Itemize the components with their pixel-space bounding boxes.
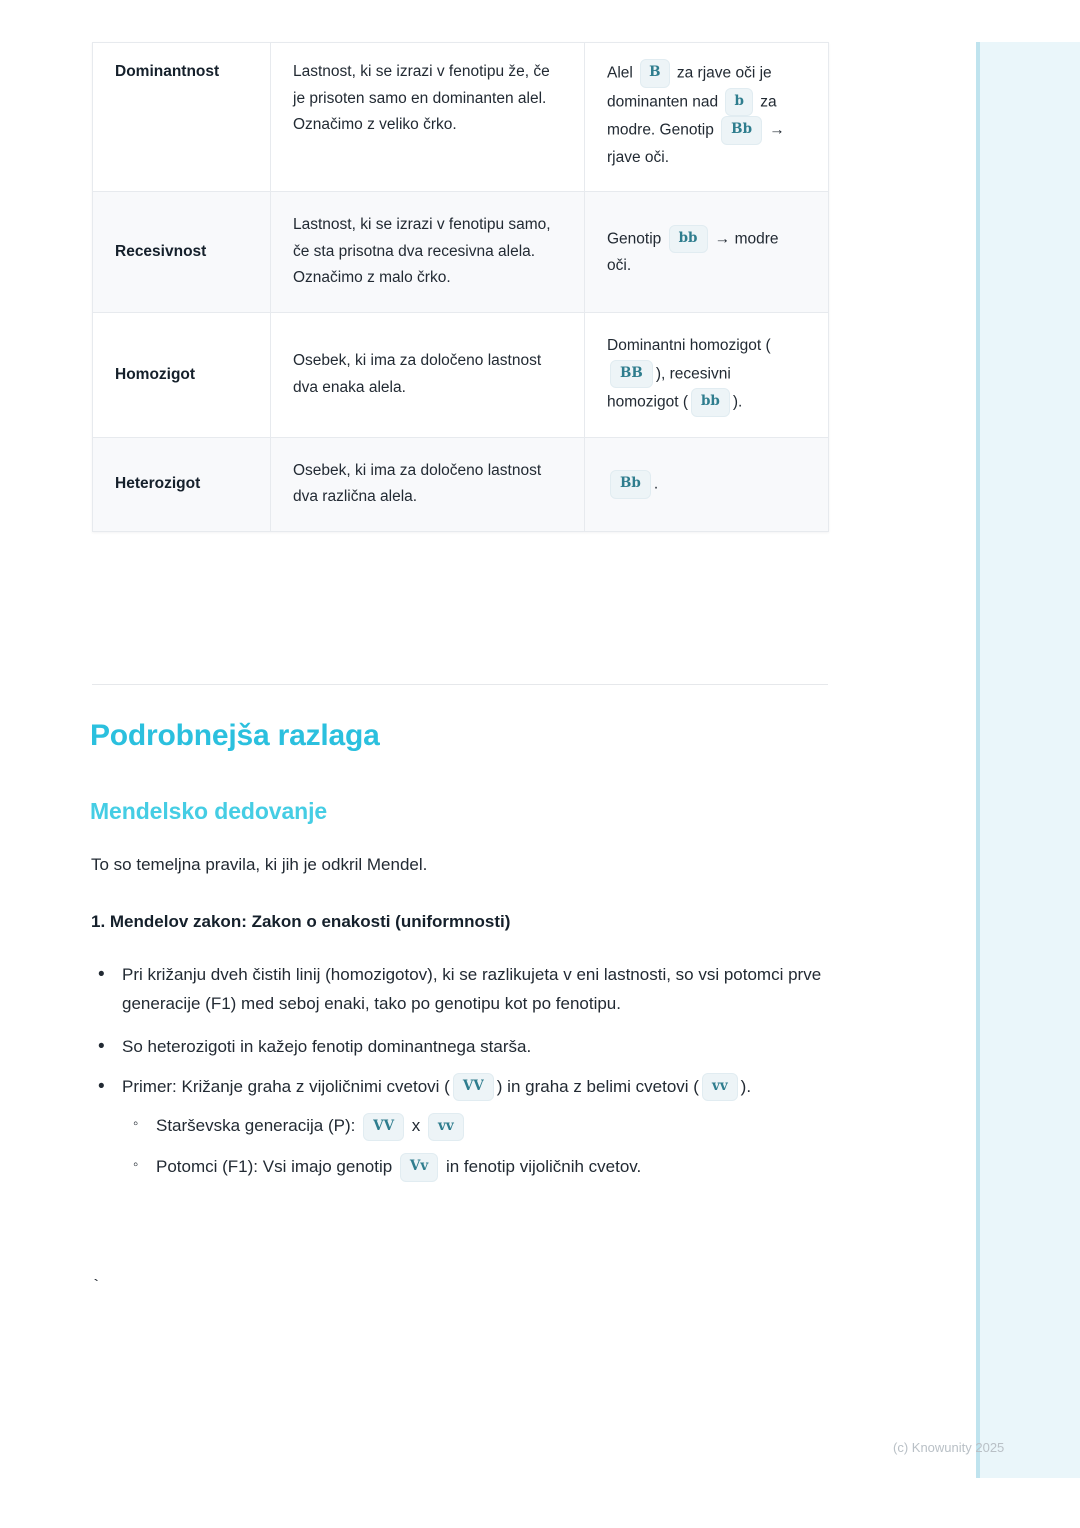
genotype-code-badge: Bb: [610, 470, 651, 499]
list-item: [122, 1072, 862, 1183]
genotype-code-badge: bb: [691, 388, 730, 417]
genetics-terms-table: [92, 42, 829, 532]
table-cell-description: Lastnost, ki se izrazi v fenotipu že, če je prisoten samo en dominanten alel. Označimo z veliko črko.: [271, 43, 585, 192]
genotype-code-badge: Vv: [400, 1153, 438, 1182]
right-side-panel: [976, 42, 1080, 1478]
trailing-backtick: `: [91, 1278, 102, 1297]
section-subtitle: Mendelsko dedovanje: [90, 798, 328, 824]
sub-list-item: [156, 1151, 862, 1183]
table-cell-example: Dominantni homozigot (BB ), recesivni homozigot ( bb ).: [585, 313, 829, 438]
table-cell-example: Genotip bb → modre oči.: [585, 192, 829, 313]
mendel-example-sublist: [122, 1110, 862, 1183]
list-item-text: Pri križanju dveh čistih linij (homozigotov), ki se razlikujeta v eni lastnosti, so vsi potomci prve generacije (F1) med seboj enaki, tako po genotipu kot po fenotipu.: [122, 965, 822, 1014]
list-item: [122, 960, 862, 1018]
table-row: [93, 313, 829, 438]
genotype-code-badge: VV: [453, 1073, 494, 1102]
sub-list-item: [156, 1110, 862, 1142]
sub-list-item-text: Starševska generacija (P): VV x vv: [156, 1116, 467, 1135]
table-cell-description: Osebek, ki ima za določeno lastnost dva različna alela.: [271, 437, 585, 531]
section-divider: [92, 684, 828, 685]
list-item: [122, 1032, 862, 1061]
genotype-code-badge: BB: [610, 360, 653, 389]
genotype-code-badge: vv: [702, 1073, 738, 1102]
genotype-code-badge: b: [725, 88, 752, 117]
table-cell-term: Recesivnost: [93, 192, 271, 313]
genotype-code-badge: bb: [669, 225, 708, 254]
list-item-text: So heterozigoti in kažejo fenotip dominantnega starša.: [122, 1037, 532, 1057]
genotype-code-badge: VV: [363, 1113, 404, 1142]
law-heading: 1. Mendelov zakon: Zakon o enakosti (uniformnosti): [91, 912, 511, 931]
table-row: [93, 43, 829, 192]
table-cell-description: Lastnost, ki se izrazi v fenotipu samo, če sta prisotna dva recesivna alela. Označimo z malo črko.: [271, 192, 585, 313]
lead-paragraph: To so temeljna pravila, ki jih je odkril Mendel.: [91, 855, 428, 874]
genotype-code-badge: B: [640, 59, 669, 88]
table-row: [93, 192, 829, 313]
table-cell-example: Alel B za rjave oči je dominanten nad b za modre. Genotip Bb → rjave oči.: [585, 43, 829, 192]
mendel-law-list: [91, 960, 862, 1197]
table-cell-example: Bb .: [585, 437, 829, 531]
sub-list-item-text: Potomci (F1): Vsi imajo genotip Vv in fenotip vijoličnih cvetov.: [156, 1157, 641, 1176]
table-cell-term: Dominantnost: [93, 43, 271, 192]
copyright-watermark: (c) Knowunity 2025: [893, 1440, 1005, 1455]
table-cell-term: Homozigot: [93, 313, 271, 438]
table-cell-description: Osebek, ki ima za določeno lastnost dva enaka alela.: [271, 313, 585, 438]
list-item-text: Primer: Križanje graha z vijoličnimi cvetovi ( VV ) in graha z belimi cvetovi ( vv ).: [122, 1077, 751, 1096]
table-cell-term: Heterozigot: [93, 437, 271, 531]
genotype-code-badge: vv: [428, 1113, 464, 1142]
table-body: [93, 43, 829, 532]
page-title: Podrobnejša razlaga: [90, 719, 380, 752]
genotype-code-badge: Bb: [721, 116, 762, 145]
table-row: [93, 437, 829, 531]
